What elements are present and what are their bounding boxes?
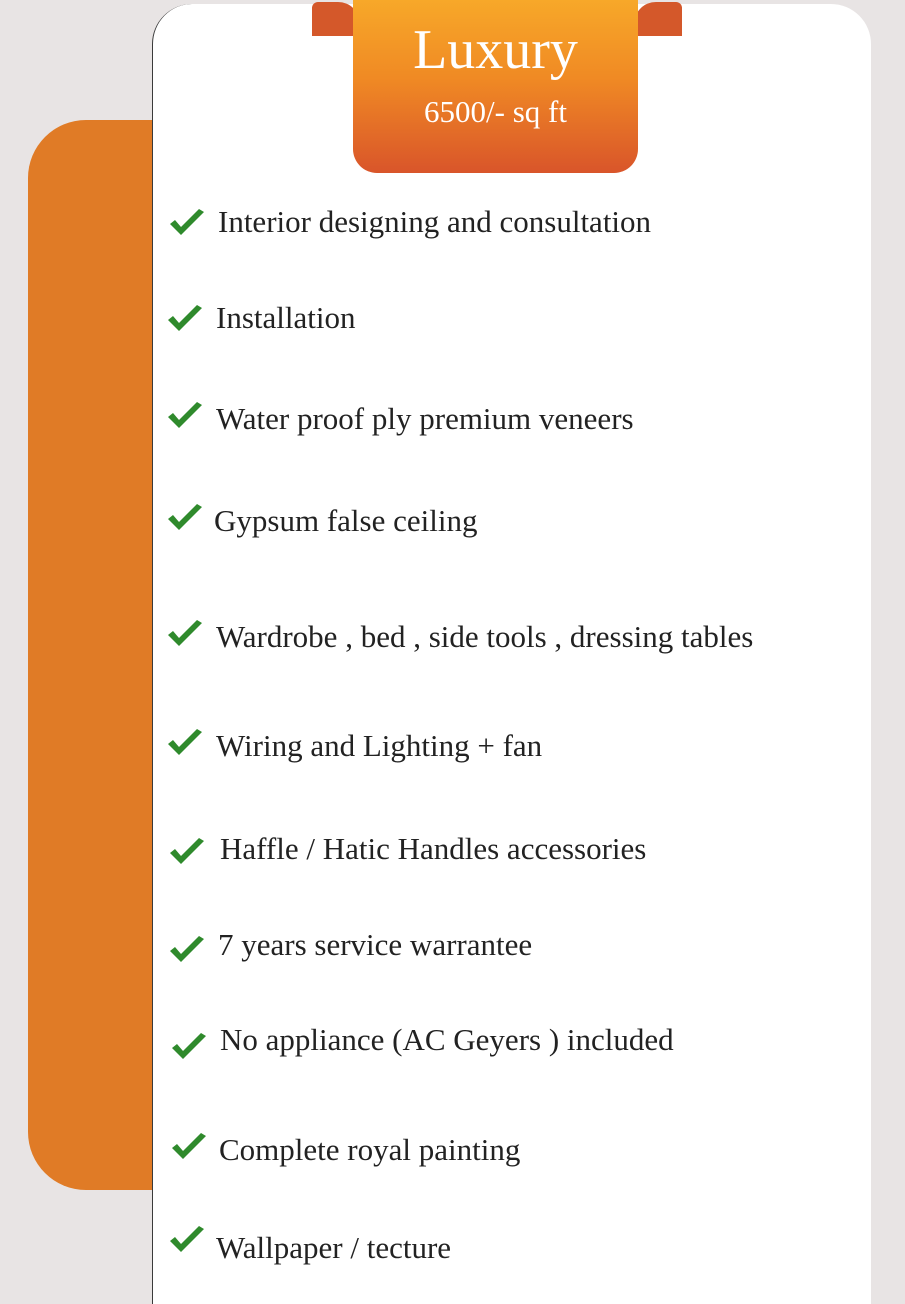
check-icon: [168, 208, 206, 238]
feature-label: Installation: [216, 300, 356, 335]
check-icon: [166, 728, 204, 758]
check-icon: [168, 1225, 206, 1255]
feature-label: Complete royal painting: [219, 1132, 521, 1167]
feature-label: Gypsum false ceiling: [214, 503, 478, 538]
feature-label: No appliance (AC Geyers ) included: [220, 1022, 674, 1057]
feature-label: Interior designing and consultation: [218, 204, 652, 239]
feature-label: Water proof ply premium veneers: [216, 401, 634, 436]
check-icon: [166, 401, 204, 431]
feature-label: Haffle / Hatic Handles accessories: [220, 831, 647, 866]
check-icon: [166, 619, 204, 649]
check-icon: [170, 1132, 208, 1162]
check-icon: [170, 1032, 208, 1062]
plan-title: Luxury: [413, 19, 578, 81]
feature-label: Wallpaper / tecture: [216, 1230, 452, 1265]
feature-label: Wiring and Lighting + fan: [216, 728, 543, 763]
feature-label: Wardrobe , bed , side tools , dressing tables: [216, 619, 754, 654]
check-icon: [168, 837, 206, 867]
feature-label: 7 years service warrantee: [218, 927, 533, 962]
plan-price: 6500/- sq ft: [424, 94, 567, 129]
check-icon: [166, 503, 204, 533]
check-icon: [168, 935, 206, 965]
check-icon: [166, 304, 204, 334]
